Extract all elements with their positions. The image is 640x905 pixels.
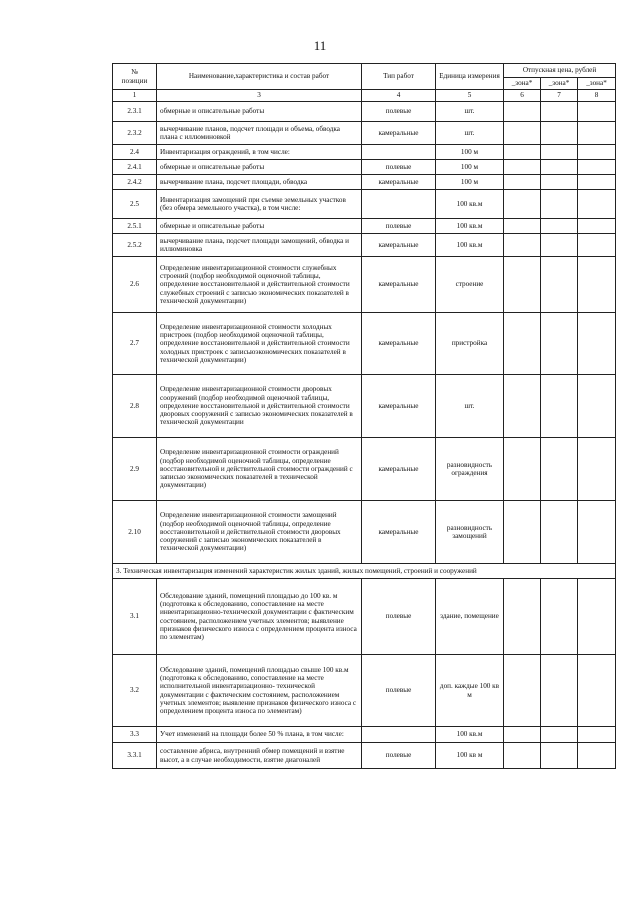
price-zone-2-cell: [541, 234, 578, 257]
work-type-cell: камеральные: [362, 375, 436, 438]
price-zone-1-cell: [504, 160, 541, 175]
position-cell: 2.3.1: [113, 102, 157, 122]
price-zone-1-cell: [504, 727, 541, 743]
price-zone-3-cell: [578, 175, 616, 190]
table-row: [113, 579, 616, 655]
name-cell: обмерные и описательные работы: [157, 102, 362, 122]
table-row: [113, 743, 616, 769]
work-type-cell: [362, 145, 436, 160]
price-zone-3-cell: [578, 313, 616, 375]
price-zone-3-cell: [578, 219, 616, 234]
work-type-cell: полевые: [362, 743, 436, 769]
header-price: Отпускная цена, рублей: [504, 64, 616, 78]
price-zone-2-cell: [541, 313, 578, 375]
index-cell: 8: [578, 90, 616, 102]
position-cell: 2.3.2: [113, 122, 157, 145]
table-row: [113, 102, 616, 122]
name-cell: Обследование зданий, помещений площадью свыше 100 кв.м (подготовка к обследованию, сопоставление на месте исполнительной инвентаризационно- технической документации с фактическим состоянием, расположением учетных элементов; выявление признаков физического износа с определением процента износа по элементам): [157, 655, 362, 727]
index-cell: 6: [504, 90, 541, 102]
price-zone-2-cell: [541, 190, 578, 219]
work-type-cell: полевые: [362, 102, 436, 122]
position-cell: 2.10: [113, 501, 157, 564]
index-cell: 3: [157, 90, 362, 102]
section-heading: 3. Техническая инвентаризация изменений характеристик жилых зданий, жилых помещений, строений и сооружений: [113, 564, 616, 579]
name-cell: обмерные и описательные работы: [157, 219, 362, 234]
position-cell: 2.5.1: [113, 219, 157, 234]
price-zone-2-cell: [541, 727, 578, 743]
index-cell: 1: [113, 90, 157, 102]
price-zone-2-cell: [541, 257, 578, 313]
price-zone-3-cell: [578, 501, 616, 564]
work-type-cell: камеральные: [362, 501, 436, 564]
price-zone-1-cell: [504, 743, 541, 769]
price-zone-3-cell: [578, 743, 616, 769]
table-row: [113, 175, 616, 190]
work-type-cell: камеральные: [362, 234, 436, 257]
price-zone-2-cell: [541, 501, 578, 564]
unit-cell: 100 м: [436, 160, 504, 175]
price-zone-1-cell: [504, 375, 541, 438]
table-row: [113, 257, 616, 313]
price-table: [112, 63, 616, 769]
table-row: [113, 234, 616, 257]
name-cell: вычерчивание планов, подсчет площади и объема, обводка плана с иллюминовкой: [157, 122, 362, 145]
name-cell: Определение инвентаризационной стоимости служебных строений (подбор необходимой оценочной таблицы, определение восстановительной и действительной стоимости служебных строений с записью экономических показателей в технической документации): [157, 257, 362, 313]
unit-cell: 100 кв м: [436, 743, 504, 769]
price-zone-2-cell: [541, 375, 578, 438]
unit-cell: шт.: [436, 375, 504, 438]
price-zone-1-cell: [504, 190, 541, 219]
name-cell: обмерные и описательные работы: [157, 160, 362, 175]
table-row: [113, 313, 616, 375]
name-cell: Инвентаризация ограждений, в том числе:: [157, 145, 362, 160]
unit-cell: шт.: [436, 102, 504, 122]
price-zone-2-cell: [541, 102, 578, 122]
price-zone-3-cell: [578, 727, 616, 743]
position-cell: 2.6: [113, 257, 157, 313]
index-cell: 4: [362, 90, 436, 102]
unit-cell: шт.: [436, 122, 504, 145]
price-zone-1-cell: [504, 313, 541, 375]
price-zone-2-cell: [541, 219, 578, 234]
table-row: [113, 655, 616, 727]
index-cell: 7: [541, 90, 578, 102]
name-cell: Определение инвентаризационной стоимости холодных пристроек (подбор необходимой оценочной таблицы, определение восстановительной и действительной стоимости холодных пристроек с записьюэкономических показателей в технической документации): [157, 313, 362, 375]
price-zone-3-cell: [578, 579, 616, 655]
work-type-cell: [362, 727, 436, 743]
position-cell: 3.3.1: [113, 743, 157, 769]
unit-cell: 100 м: [436, 145, 504, 160]
position-cell: 3.2: [113, 655, 157, 727]
position-cell: 2.4: [113, 145, 157, 160]
unit-cell: строение: [436, 257, 504, 313]
header-zone-3: _зона*: [578, 78, 616, 90]
price-zone-3-cell: [578, 257, 616, 313]
unit-cell: 100 кв.м: [436, 727, 504, 743]
table-row: [113, 160, 616, 175]
name-cell: Инвентаризация замощений при съемке земельных участков (без обмера земельного участка), в том числе:: [157, 190, 362, 219]
unit-cell: разновидность ограждения: [436, 438, 504, 501]
work-type-cell: [362, 190, 436, 219]
table-row: [113, 145, 616, 160]
price-zone-3-cell: [578, 122, 616, 145]
header-type: Тип работ: [362, 64, 436, 90]
unit-cell: здание, помещение: [436, 579, 504, 655]
position-cell: 2.4.1: [113, 160, 157, 175]
name-cell: вычерчивание плана, подсчет площади замощений, обводка и иллюминовка: [157, 234, 362, 257]
table-row: [113, 190, 616, 219]
price-zone-3-cell: [578, 160, 616, 175]
work-type-cell: камеральные: [362, 257, 436, 313]
price-zone-2-cell: [541, 122, 578, 145]
price-zone-3-cell: [578, 102, 616, 122]
header-zone-1: _зона*: [504, 78, 541, 90]
unit-cell: разновидность замощений: [436, 501, 504, 564]
price-zone-2-cell: [541, 438, 578, 501]
price-zone-1-cell: [504, 102, 541, 122]
work-type-cell: полевые: [362, 579, 436, 655]
name-cell: Обследование зданий, помещений площадью до 100 кв. м (подготовка к обследованию, сопоставление на месте инвентаризационно-технической документации с фактическим состоянием, расположением учетных элементов; выявление признаков физического износа с определением процента износа по элементам): [157, 579, 362, 655]
price-zone-1-cell: [504, 501, 541, 564]
name-cell: Учет изменений на площади более 50 % плана, в том числе:: [157, 727, 362, 743]
work-type-cell: камеральные: [362, 122, 436, 145]
price-zone-1-cell: [504, 145, 541, 160]
work-type-cell: полевые: [362, 655, 436, 727]
price-zone-3-cell: [578, 234, 616, 257]
table-row: [113, 727, 616, 743]
price-zone-1-cell: [504, 257, 541, 313]
work-type-cell: полевые: [362, 219, 436, 234]
position-cell: 2.9: [113, 438, 157, 501]
header-zone-2: _зона*: [541, 78, 578, 90]
price-zone-1-cell: [504, 234, 541, 257]
price-zone-1-cell: [504, 219, 541, 234]
unit-cell: 100 кв.м: [436, 234, 504, 257]
price-zone-1-cell: [504, 438, 541, 501]
name-cell: составление абриса, внутренний обмер помещений и взятие высот, а в случае необходимости, взятие диагоналей: [157, 743, 362, 769]
table-row: [113, 219, 616, 234]
unit-cell: 100 кв.м: [436, 219, 504, 234]
table-row: [113, 375, 616, 438]
price-zone-3-cell: [578, 145, 616, 160]
price-zone-1-cell: [504, 655, 541, 727]
price-zone-2-cell: [541, 579, 578, 655]
header-position: № позиции: [113, 64, 157, 90]
name-cell: Определение инвентаризационной стоимости дворовых сооружений (подбор необходимой оценочной таблицы, определение восстановительной и действительной стоимости дворовых сооружений с записью экономических показателей в технической документации: [157, 375, 362, 438]
unit-cell: 100 кв.м: [436, 190, 504, 219]
price-zone-3-cell: [578, 438, 616, 501]
work-type-cell: камеральные: [362, 438, 436, 501]
unit-cell: доп. каждые 100 кв м: [436, 655, 504, 727]
name-cell: Определение инвентаризационной стоимости ограждений (подбор необходимой оценочной таблицы, определение восстановительной и действительной стоимости ограждений с записью экономических показателей в технической документации): [157, 438, 362, 501]
price-zone-1-cell: [504, 579, 541, 655]
table-row: [113, 122, 616, 145]
work-type-cell: камеральные: [362, 175, 436, 190]
position-cell: 3.3: [113, 727, 157, 743]
name-cell: Определение инвентаризационной стоимости замощений (подбор необходимой оценочной таблицы, определение восстановительной и действительной стоимости дворовых сооружений с записью экономических показателей в технической документации): [157, 501, 362, 564]
price-zone-3-cell: [578, 375, 616, 438]
position-cell: 2.4.2: [113, 175, 157, 190]
work-type-cell: полевые: [362, 160, 436, 175]
price-zone-2-cell: [541, 145, 578, 160]
position-cell: 2.7: [113, 313, 157, 375]
price-zone-2-cell: [541, 160, 578, 175]
unit-cell: пристройка: [436, 313, 504, 375]
index-cell: 5: [436, 90, 504, 102]
position-cell: 2.5.2: [113, 234, 157, 257]
header-name: Наименование,характеристика и состав работ: [157, 64, 362, 90]
price-zone-3-cell: [578, 655, 616, 727]
header-unit: Единица измерения: [436, 64, 504, 90]
unit-cell: 100 м: [436, 175, 504, 190]
position-cell: 2.8: [113, 375, 157, 438]
price-zone-2-cell: [541, 175, 578, 190]
price-zone-3-cell: [578, 190, 616, 219]
name-cell: вычерчивание плана, подсчет площади, обводка: [157, 175, 362, 190]
price-zone-1-cell: [504, 122, 541, 145]
price-zone-2-cell: [541, 743, 578, 769]
page-number: 11: [313, 38, 327, 53]
price-zone-2-cell: [541, 655, 578, 727]
table-row: [113, 438, 616, 501]
price-zone-1-cell: [504, 175, 541, 190]
table-row: [113, 501, 616, 564]
position-cell: 2.5: [113, 190, 157, 219]
work-type-cell: камеральные: [362, 313, 436, 375]
position-cell: 3.1: [113, 579, 157, 655]
